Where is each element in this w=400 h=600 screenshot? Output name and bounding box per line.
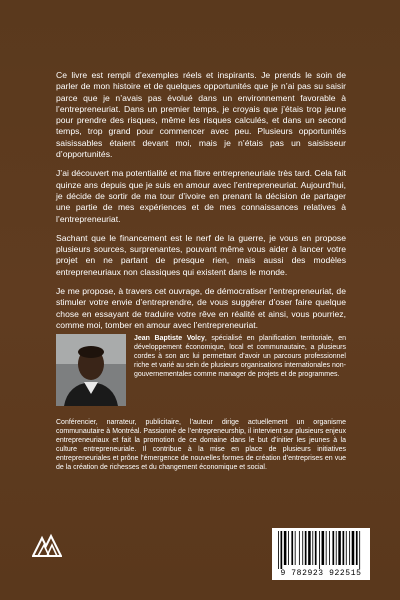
barcode (272, 528, 370, 580)
author-bio-more: Conférencier, narrateur, publicitaire, l’auteur dirige actuellement un organisme communautaire à Montréal. Passionné de l’entrepreneurship, il intervient sur plusieurs enjeux entrepreneuriaux et fait la promotion de ce domaine dans le but d’initier les jeunes à la culture entrepreneuriale. Il contribue à la mise en place de plusieurs initiatives entrepreneuriales et prône l’émergence de nouvelles formes de création d’entreprises en vue de la création de richesses et du changement économique et social. (56, 419, 346, 472)
blurb-paragraph: J’ai découvert ma potentialité et ma fibre entrepreneuriale très tard. Cela fait quinze ans depuis que je suis en amour avec l’entrepreneuriat. Aujourd’hui, je décide de sortir de ma tour d’ivoire en prenant la décision de partager une partie de mes expériences et de mes connaissances relatives à l’entrepreneuriat. (56, 168, 346, 224)
author-photo (56, 334, 126, 406)
blurb-paragraph: Ce livre est rempli d’exemples réels et inspirants. Je prends le soin de parler de mon histoire et de quelques opportunités que je n’ai pas su saisir parce que je n’avais pas évolué dans un environnement favorable à l’entrepreneuriat. Dans un premier temps, je croyais que j’étais trop jeune pour prendre des risques, même les risques calculés, et dans un second temps, trop grand pour commencer avec peu. Plusieurs opportunités saisissables étaient devant moi, mais je n’étais pas un saisisseur d’opportunités. (56, 70, 346, 160)
blurb (56, 70, 346, 339)
blurb-paragraph: Sachant que le financement est le nerf de la guerre, je vous en propose plusieurs sources, surprenantes, pouvant même vous aider à lancer votre projet en ne partant de presque rien, mais aussi des modèles entrepreneuriaux non classiques qui existent dans le monde. (56, 232, 346, 277)
blurb-paragraph: Je me propose, à travers cet ouvrage, de démocratiser l’entrepreneuriat, de stimuler votre envie d’entreprendre, de vous suggérer d’oser faire quelque chose en essayant de traduire votre rêve en réalité et ainsi, vous pourriez, comme moi, tomber en amour avec l’entrepreneuriat. (56, 286, 346, 330)
author-bio-intro-text: , spécialisé en planification territoriale, en développement économique, local et communautaire, a plusieurs cordes à son arc lui permettant d’avoir un parcours professionnel riche et varié au sein de plusieurs organisations internationales non-gouvernementales comme manager de projets et de programmes. (134, 335, 347, 378)
author-block (56, 334, 346, 416)
author-bio-intro (134, 334, 346, 379)
author-name: Jean Baptiste Volcy (134, 335, 205, 342)
barcode-icon (277, 531, 365, 569)
barcode-number: 9 782923 922515 (280, 569, 362, 578)
author-portrait-icon (56, 334, 126, 406)
publisher-logo-icon (32, 532, 62, 558)
